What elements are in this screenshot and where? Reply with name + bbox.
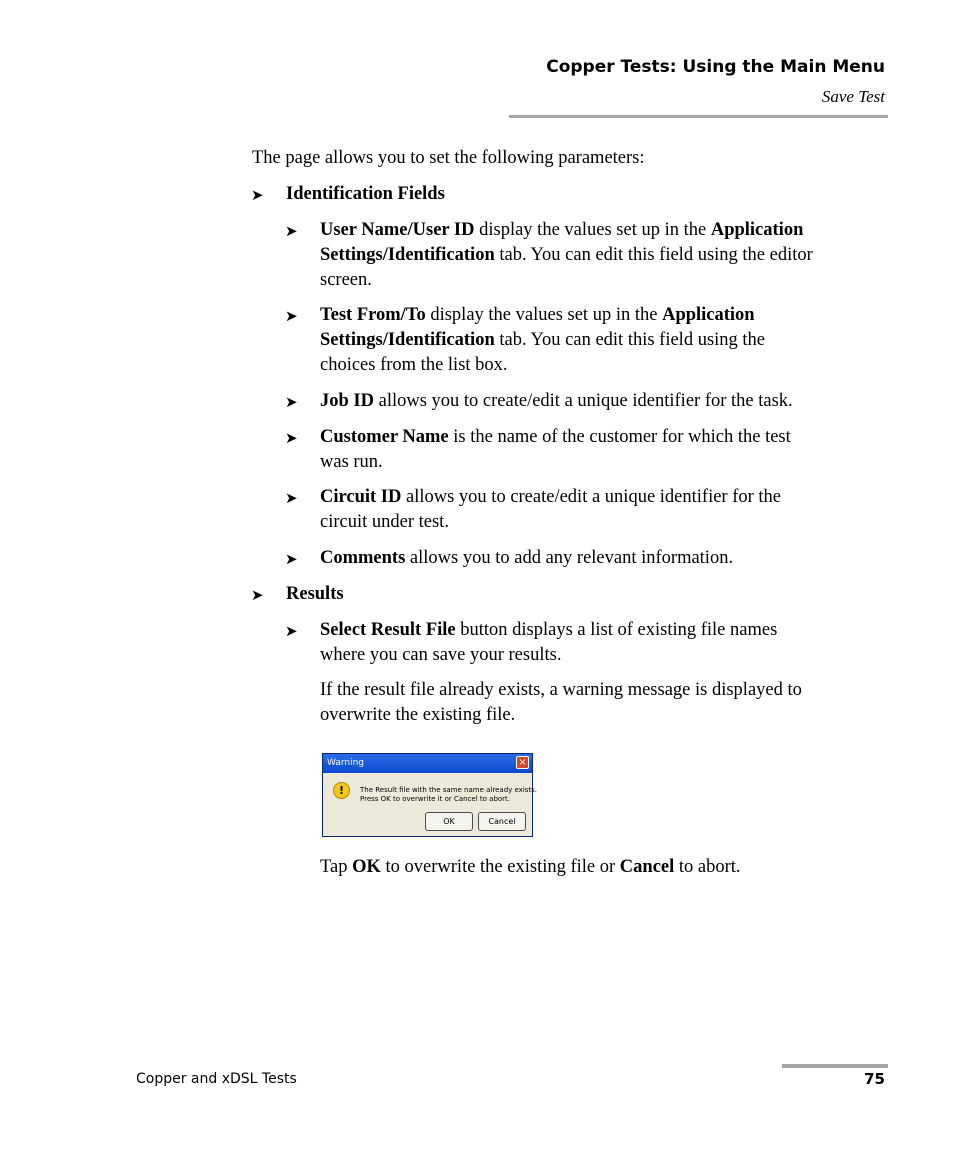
bullet-arrow-icon: ➤ — [285, 307, 298, 325]
tap-instruction: Tap OK to overwrite the existing file or Cancel to abort. — [320, 857, 741, 877]
bullet-arrow-icon: ➤ — [285, 429, 298, 447]
select-result-item: Select Result File button displays a list of existing file names — [320, 620, 778, 640]
bullet-arrow-icon: ➤ — [251, 586, 264, 604]
dialog-message — [360, 786, 537, 804]
bullet-arrow-icon: ➤ — [251, 186, 264, 204]
dialog-titlebar — [323, 754, 532, 773]
bullet-arrow-icon: ➤ — [285, 393, 298, 411]
customer-name-item-line2: was run. — [320, 452, 383, 472]
footer-divider — [782, 1064, 888, 1068]
intro-text: The page allows you to set the following parameters: — [252, 148, 645, 168]
bullet-arrow-icon: ➤ — [285, 222, 298, 240]
dialog-message-line1: The Result file with the same name already exists. — [360, 786, 538, 794]
job-id-item: Job ID allows you to create/edit a unique identifier for the task. — [320, 391, 793, 411]
select-result-item-line2: where you can save your results. — [320, 645, 562, 665]
customer-name-item: Customer Name is the name of the customer for which the test — [320, 427, 791, 447]
footer-book-title: Copper and xDSL Tests — [136, 1071, 297, 1087]
warning-dialog — [322, 753, 538, 837]
ident-heading: Identification Fields — [286, 184, 445, 204]
warning-icon: ! — [333, 782, 350, 799]
test-from-item-line3: choices from the list box. — [320, 355, 508, 375]
circuit-id-item: Circuit ID allows you to create/edit a unique identifier for the — [320, 487, 782, 507]
test-from-item-line2: Settings/Identification tab. You can edit this field using the — [320, 330, 766, 350]
dialog-message-line2: Press OK to overwrite it or Cancel to abort. — [360, 795, 511, 803]
cancel-button[interactable]: Cancel — [478, 812, 526, 831]
dialog-title: Warning — [327, 758, 365, 768]
close-icon[interactable]: × — [516, 756, 529, 769]
bullet-arrow-icon: ➤ — [285, 489, 298, 507]
bullet-arrow-icon: ➤ — [285, 550, 298, 568]
user-id-item-line3: screen. — [320, 270, 372, 290]
test-from-item: Test From/To display the values set up in the Application — [320, 305, 755, 325]
header-divider — [509, 115, 888, 118]
ok-button[interactable]: OK — [425, 812, 473, 831]
chapter-title: Copper Tests: Using the Main Menu — [546, 57, 885, 77]
user-id-item-line2: Settings/Identification tab. You can edit this field using the editor — [320, 245, 813, 265]
section-subtitle: Save Test — [821, 87, 885, 106]
results-heading: Results — [286, 584, 344, 604]
page-number: 75 — [864, 1070, 885, 1088]
warning-paragraph-line2: overwrite the existing file. — [320, 705, 516, 725]
comments-item: Comments allows you to add any relevant information. — [320, 548, 734, 568]
circuit-id-item-line2: circuit under test. — [320, 512, 449, 532]
warning-paragraph: If the result file already exists, a warning message is displayed to — [320, 680, 802, 700]
user-id-item: User Name/User ID display the values set up in the Application — [320, 220, 804, 240]
bullet-arrow-icon: ➤ — [285, 622, 298, 640]
